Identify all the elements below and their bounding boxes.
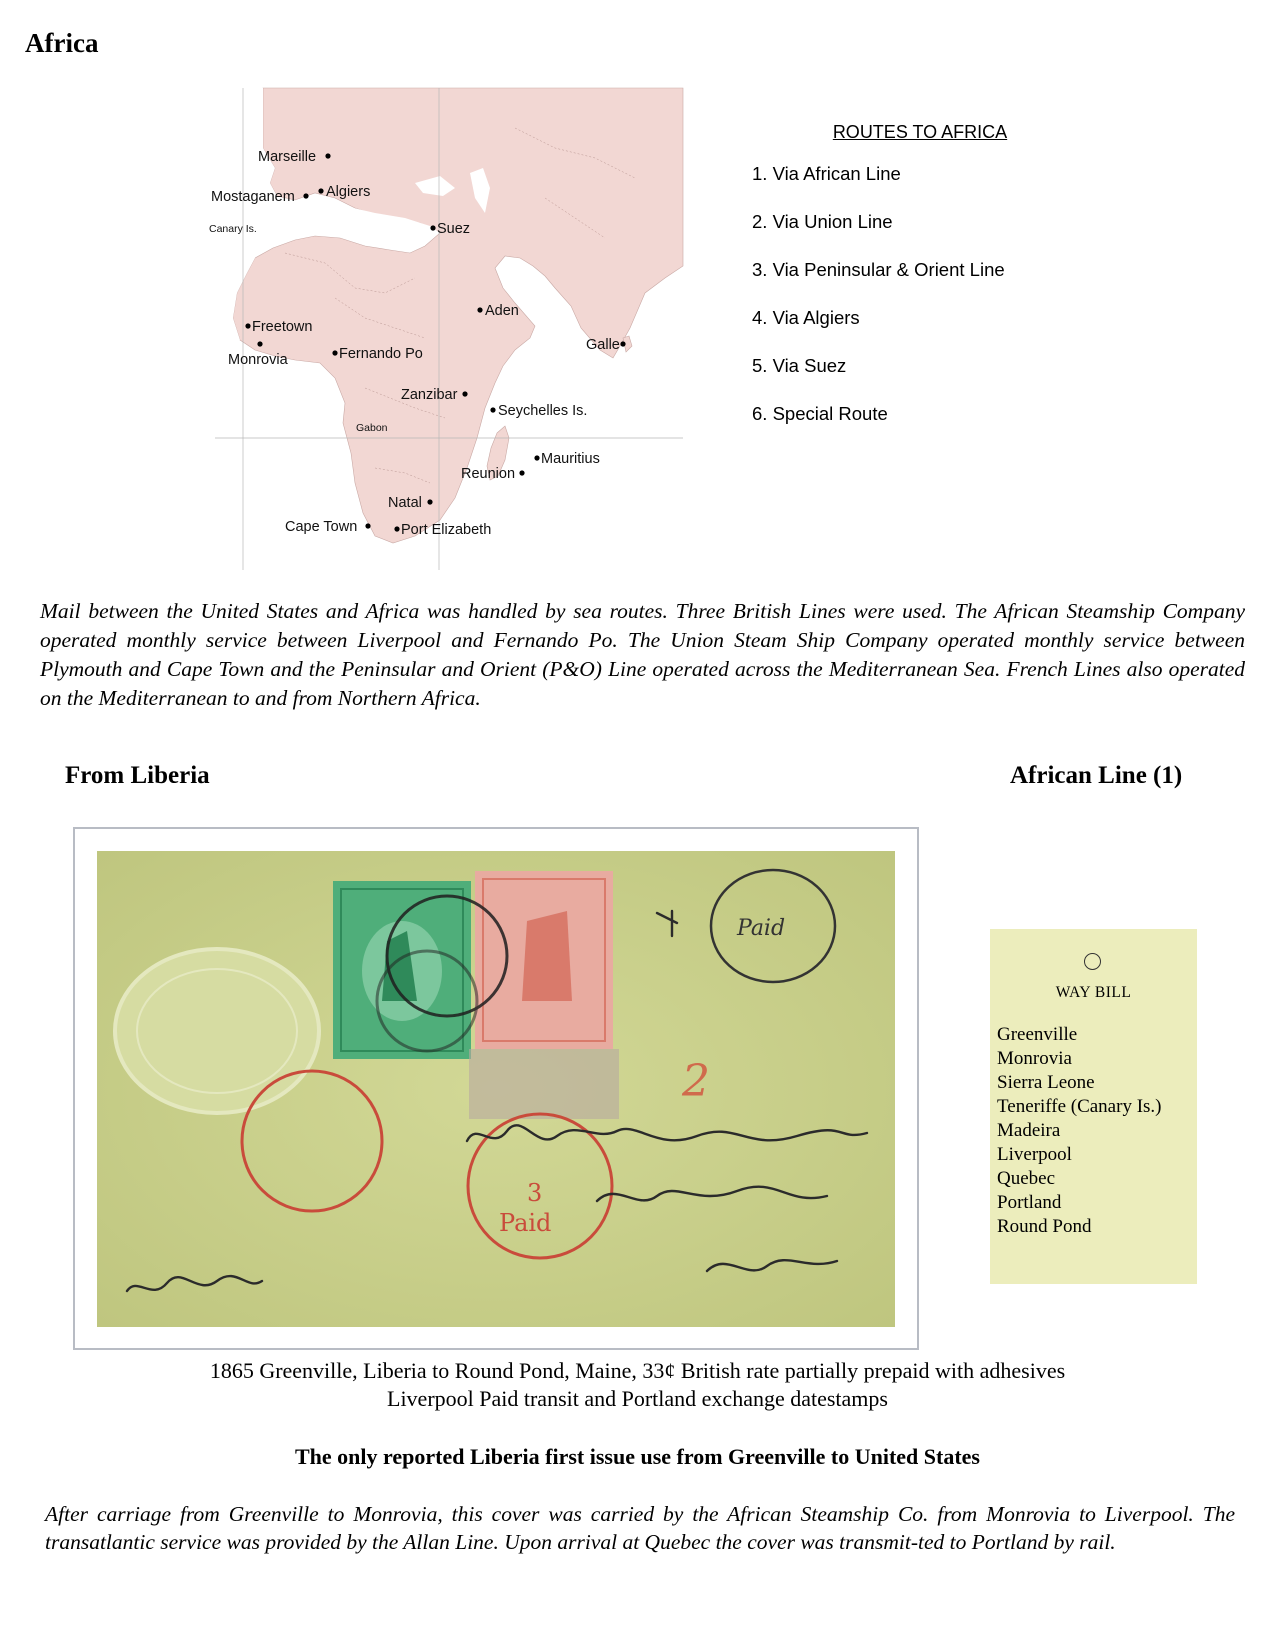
map-label-cape-town: Cape Town <box>285 519 358 535</box>
route-item: 3. Via Peninsular & Orient Line <box>752 259 1005 280</box>
map-label-reunion: Reunion <box>461 466 516 482</box>
way-bill-stop: Sierra Leone <box>997 1072 1095 1093</box>
cover-caption <box>0 1357 1275 1413</box>
page-title: Africa <box>25 28 99 58</box>
way-bill-stop: Monrovia <box>997 1048 1072 1069</box>
way-bill-card <box>990 929 1197 1284</box>
way-bill-stop: Liverpool <box>997 1144 1072 1165</box>
route-item: 1. Via African Line <box>752 163 901 184</box>
caption-line-1: 1865 Greenville, Liberia to Round Pond, Maine, 33¢ British rate partially prepaid with adhesives <box>209 1358 1066 1383</box>
map-label-mostaganem: Mostaganem <box>211 189 295 205</box>
map-label-monrovia: Monrovia <box>228 352 288 368</box>
routes-list <box>752 122 1172 451</box>
map-label-seychelles: Seychelles Is. <box>498 403 588 419</box>
route-item: 5. Via Suez <box>752 355 847 376</box>
africa-route-map <box>209 88 683 570</box>
way-bill-stops <box>997 1023 1162 1239</box>
svg-text:2: 2 <box>682 1056 710 1107</box>
map-label-galle: Galle <box>586 337 620 353</box>
from-heading: From Liberia <box>65 762 210 789</box>
way-bill-stop: Teneriffe (Canary Is.) <box>997 1096 1162 1117</box>
caption-line-2: Liverpool Paid transit and Portland exchange datestamps <box>387 1386 888 1411</box>
map-label-fernando-po: Fernando Po <box>339 346 423 362</box>
way-bill-stop: Quebec <box>997 1168 1056 1189</box>
map-label-algiers: Algiers <box>326 184 371 200</box>
highlight-statement: The only reported Liberia first issue use from Greenville to United States <box>295 1444 980 1469</box>
map-label-aden: Aden <box>485 303 519 319</box>
map-label-suez: Suez <box>437 221 471 237</box>
svg-text:3: 3 <box>527 1179 543 1207</box>
way-bill-title: WAY BILL <box>1055 984 1132 1001</box>
circle-icon <box>1084 953 1101 970</box>
map-label-port-elizabeth: Port Elizabeth <box>401 522 492 538</box>
way-bill-stop: Round Pond <box>997 1216 1092 1237</box>
map-label-zanzibar: Zanzibar <box>401 387 458 403</box>
route-heading: African Line (1) <box>1010 762 1183 789</box>
cover-image-frame <box>73 827 919 1350</box>
story-paragraph: After carriage from Greenville to Monrovia, this cover was carried by the African Steamship Co. from Monrovia to Liverpool. The transatlantic service was provided by the Allan Line. Upon arrival at Quebec the cover was transmit-ted to Portland by rail. <box>45 1502 1235 1554</box>
map-label-freetown: Freetown <box>252 319 313 335</box>
route-item: 6. Special Route <box>752 403 888 424</box>
way-bill-stop: Madeira <box>997 1120 1061 1141</box>
map-label-marseille: Marseille <box>258 149 317 165</box>
route-item: 4. Via Algiers <box>752 307 860 328</box>
cover-envelope <box>97 851 895 1327</box>
intro-paragraph: Mail between the United States and Africa was handled by sea routes. Three British Lines were used. The African Steamship Company operated monthly service between Liverpool and Fernando Po. The Union Steam Ship Company operated monthly service between Plymouth and Cape Town and the Peninsular and Orient (P&O) Line operated across the Mediterranean Sea. French Lines also operated on the Mediterranean to and from Northern Africa. <box>40 599 1245 710</box>
way-bill-stop: Portland <box>997 1192 1062 1213</box>
svg-text:Paid: Paid <box>499 1209 552 1237</box>
route-item: 2. Via Union Line <box>752 211 893 232</box>
way-bill-stop: Greenville <box>997 1024 1078 1045</box>
map-label-canary: Canary Is. <box>209 223 257 235</box>
green-stamp <box>333 881 471 1059</box>
svg-text:Paid: Paid <box>737 916 786 941</box>
routes-title: ROUTES TO AFRICA <box>832 122 1008 142</box>
map-label-mauritius: Mauritius <box>541 451 600 467</box>
map-label-natal: Natal <box>388 495 422 511</box>
map-label-gabon: Gabon <box>356 422 388 434</box>
